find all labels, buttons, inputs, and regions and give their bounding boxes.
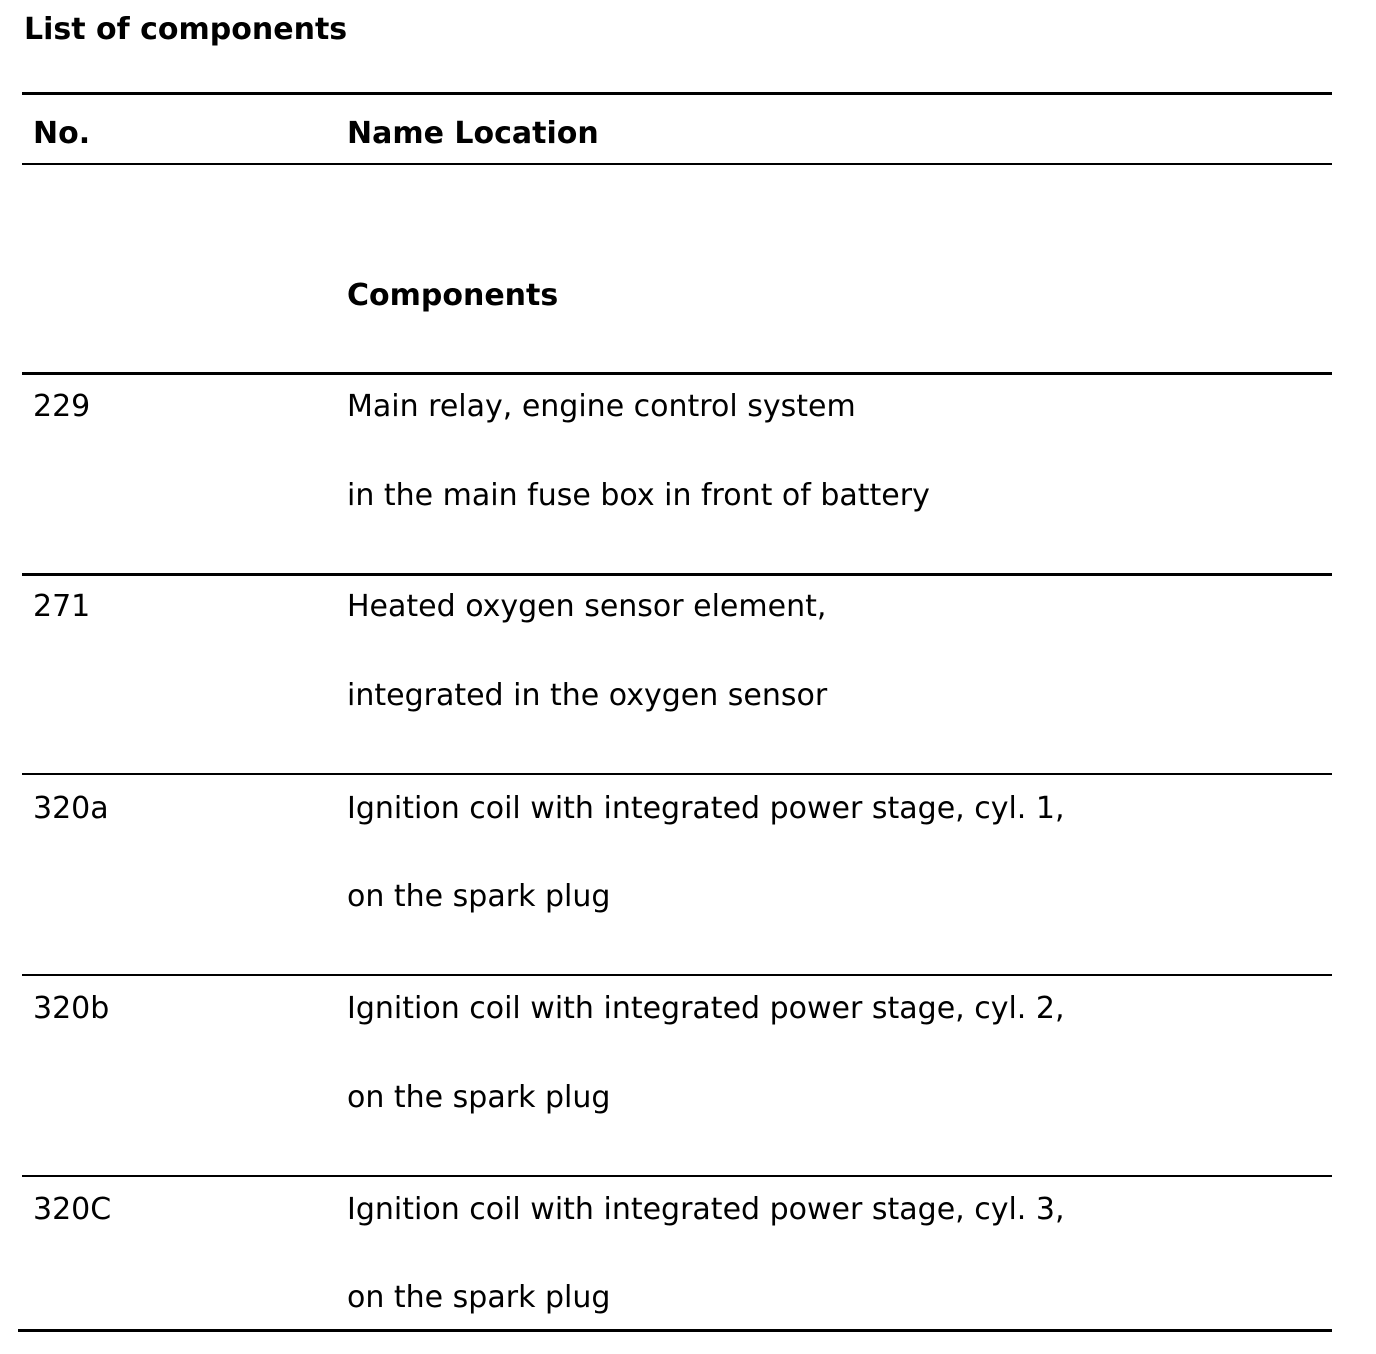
row-name: Ignition coil with integrated power stage, cyl. 3,: [347, 1192, 1065, 1227]
row-location: in the main fuse box in front of battery: [347, 478, 930, 513]
row-location: integrated in the oxygen sensor: [347, 678, 828, 713]
row-number: 320b: [33, 991, 110, 1026]
row-divider: [22, 1175, 1332, 1177]
row-number: 320C: [33, 1192, 112, 1227]
row-divider: [22, 974, 1332, 976]
page-title: List of components: [24, 12, 348, 47]
table-bottom-rule: [18, 1329, 1332, 1332]
section-heading: Components: [347, 278, 559, 313]
table-top-rule: [22, 92, 1332, 95]
row-name: Main relay, engine control system: [347, 389, 856, 424]
row-location: on the spark plug: [347, 1280, 611, 1315]
row-name: Heated oxygen sensor element,: [347, 589, 827, 624]
row-divider: [22, 573, 1332, 576]
row-divider: [22, 773, 1332, 775]
row-location: on the spark plug: [347, 879, 611, 914]
row-name: Ignition coil with integrated power stage, cyl. 1,: [347, 791, 1065, 826]
column-header-no: No.: [33, 116, 91, 151]
column-header-name-location: Name Location: [347, 116, 599, 151]
row-number: 229: [33, 389, 91, 424]
row-name: Ignition coil with integrated power stage, cyl. 2,: [347, 991, 1065, 1026]
row-number: 271: [33, 589, 91, 624]
row-number: 320a: [33, 791, 109, 826]
row-location: on the spark plug: [347, 1080, 611, 1115]
header-divider: [22, 163, 1332, 165]
section-divider: [22, 372, 1332, 375]
